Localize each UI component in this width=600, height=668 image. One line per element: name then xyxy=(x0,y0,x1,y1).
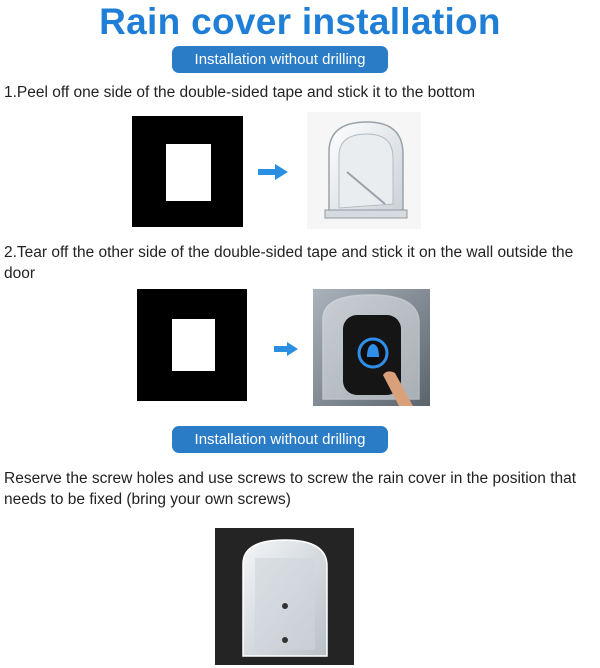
step-2-text: 2.Tear off the other side of the double-sided tape and stick it on the wall outside the door xyxy=(4,244,574,282)
tape-frame-illustration-2 xyxy=(137,289,247,401)
page-title: Rain cover installation xyxy=(99,1,501,42)
tape-cutout xyxy=(172,319,215,371)
rain-cover-photo xyxy=(307,112,421,229)
installation-badge-middle: Installation without drilling xyxy=(172,426,388,453)
step-3-text: Reserve the screw holes and use screws to screw the rain cover in the position that needs to be fixed (bring your own screws) xyxy=(4,470,577,508)
rain-cover-screw-holes-photo xyxy=(215,528,354,665)
arrow-right-icon xyxy=(258,164,288,180)
tape-cutout xyxy=(166,144,211,201)
tape-frame-illustration-1 xyxy=(132,116,243,227)
doorbell-with-cover-photo xyxy=(313,289,430,406)
installation-badge-top: Installation without drilling xyxy=(172,46,388,73)
step-1-text: 1.Peel off one side of the double-sided tape and stick it to the bottom xyxy=(4,84,476,101)
arrow-right-icon xyxy=(274,342,298,356)
